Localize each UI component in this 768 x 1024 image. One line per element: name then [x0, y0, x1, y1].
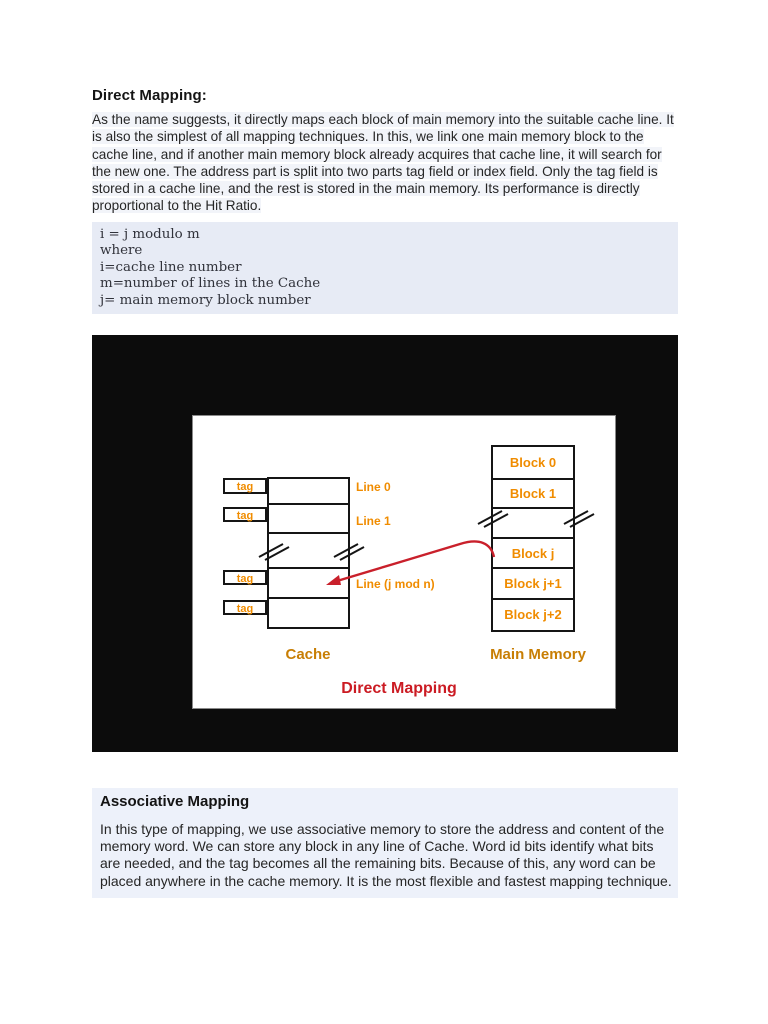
direct-mapping-heading: Direct Mapping: — [92, 87, 207, 104]
formula-line: where — [100, 243, 143, 259]
memory-break-mark-icon — [478, 511, 594, 527]
line-0-label: Line 0 — [356, 480, 391, 494]
line-1-label: Line 1 — [356, 514, 391, 528]
associative-mapping-paragraph: In this type of mapping, we use associative memory to store the address and content of the memory word. We can store any block in any line of Cache. Word id bits identify what bits are needed, and the tag becomes all the remaining bits. Because of this, any word can be placed anywhere in the cache memory. It is the most flexible and fastest mapping technique. — [100, 821, 672, 889]
tag-label: tag — [236, 481, 254, 493]
tag-boxes — [224, 479, 266, 614]
associative-mapping-heading: Associative Mapping — [100, 793, 250, 810]
main-memory-column — [492, 446, 574, 631]
main-memory-caption: Main Memory — [490, 646, 586, 663]
formula-line: m=number of lines in the Cache — [100, 276, 321, 292]
line-j-mod-n-label: Line (j mod n) — [356, 577, 435, 591]
direct-mapping-paragraph — [92, 111, 678, 215]
block-j-label: Block j — [511, 546, 555, 561]
block-1-label: Block 1 — [509, 486, 557, 501]
direct-mapping-diagram — [192, 415, 616, 709]
tag-label: tag — [236, 573, 254, 585]
direct-mapping-paragraph-text: As the name suggests, it directly maps each block of main memory into the suitable cache line. It is also the simplest of all mapping techniques. In this, we link one main memory block to the cache line, and if another main memory block already acquires that cache line, it will search for the new one. The address part is split into two parts tag field or index field. Only the tag field is stored in a cache line, and the rest is stored in the main memory. Its performance is directly proportional to the Hit Ratio. — [92, 112, 674, 214]
formula-line: j= main memory block number — [100, 292, 311, 308]
diagram-title: Direct Mapping — [341, 680, 457, 697]
cache-column — [268, 478, 349, 628]
block-0-label: Block 0 — [509, 455, 557, 470]
tag-labels — [237, 481, 254, 615]
formula-block — [92, 222, 678, 314]
associative-mapping-section — [92, 788, 678, 898]
cache-caption: Cache — [285, 646, 331, 663]
formula-line: i = j modulo m — [100, 227, 200, 242]
formula-line: i=cache line number — [100, 259, 242, 275]
direct-mapping-diagram-svg — [193, 416, 615, 708]
tag-label: tag — [236, 603, 254, 615]
cache-line-labels — [356, 480, 435, 591]
tag-label: tag — [236, 510, 254, 522]
block-j1-label: Block j+1 — [504, 576, 562, 591]
direct-mapping-figure — [92, 335, 678, 752]
block-j2-label: Block j+2 — [504, 607, 562, 622]
